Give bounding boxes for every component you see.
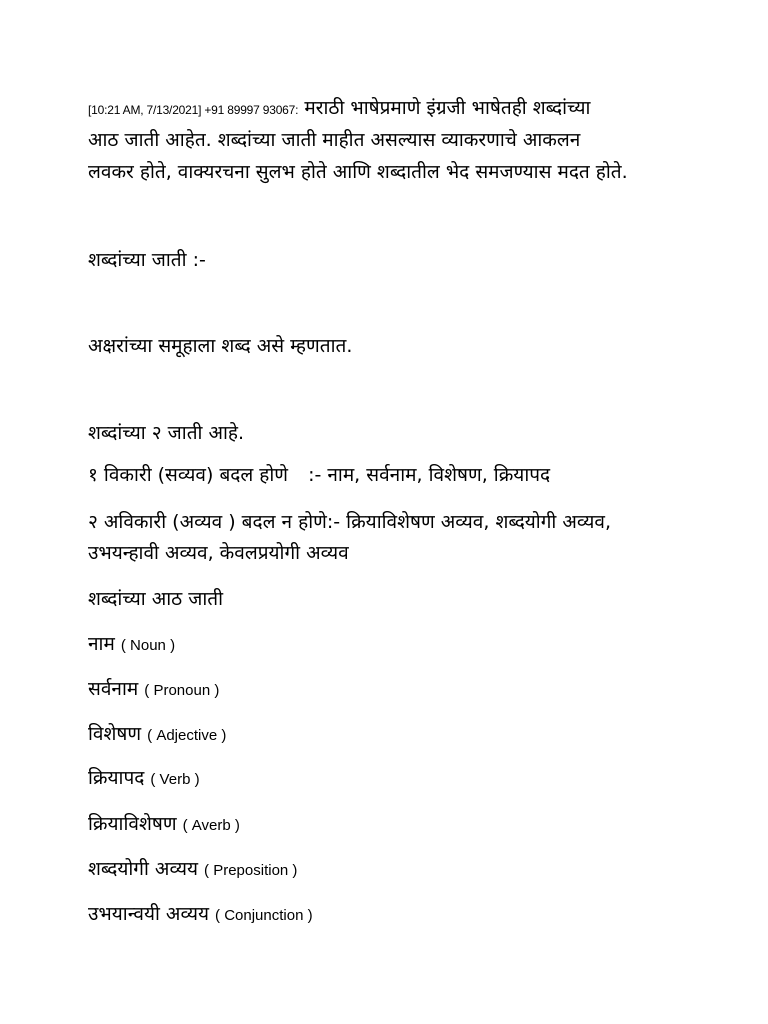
list-item: [88, 630, 175, 660]
list-item-english: ( Preposition ): [204, 862, 298, 879]
vikari-list: :- नाम, सर्वनाम, विशेषण, क्रियापद: [308, 464, 551, 486]
list-item-marathi: नाम: [88, 633, 115, 655]
list-item-english: ( Verb ): [150, 771, 200, 788]
list-item: [88, 764, 200, 794]
intro-line-1: [88, 94, 590, 124]
list-item-english: ( Averb ): [182, 817, 240, 834]
list-item-marathi: सर्वनाम: [88, 678, 139, 700]
list-item-english: ( Conjunction ): [215, 907, 313, 924]
eight-types-title: शब्दांच्या आठ जाती: [88, 588, 224, 610]
list-item-marathi: शब्दयोगी अव्यय: [88, 858, 198, 880]
vikari-line: [88, 461, 550, 489]
message-timestamp: [10:21 AM, 7/13/2021] +91 89997 93067:: [88, 103, 299, 117]
avikari-line-1: २ अविकारी (अव्यव ) बदल न होणे:- क्रियाविशेषण अव्यव, शब्दयोगी अव्यव,: [88, 511, 612, 533]
list-item-english: ( Adjective ): [147, 727, 227, 744]
two-types-title: शब्दांच्या २ जाती आहे.: [88, 422, 245, 444]
avikari-line-2: उभयन्हावी अव्यव, केवलप्रयोगी अव्यव: [88, 542, 349, 564]
list-item: [88, 675, 219, 705]
intro-text-1: मराठी भाषेप्रमाणे इंग्रजी भाषेतही शब्दांच्या: [304, 97, 591, 119]
list-item: [88, 855, 297, 885]
list-item: [88, 810, 240, 840]
vikari-label: १ विकारी (सव्यव) बदल होणे: [88, 464, 289, 486]
list-item: [88, 900, 313, 930]
list-item-marathi: उभयान्वयी अव्यय: [88, 903, 209, 925]
list-item-marathi: विशेषण: [88, 723, 142, 745]
list-item-english: ( Pronoun ): [144, 682, 220, 699]
list-item-marathi: क्रियाविशेषण: [88, 813, 177, 835]
definition-text: अक्षरांच्या समूहाला शब्द असे म्हणतात.: [88, 335, 353, 357]
intro-line-2: आठ जाती आहेत. शब्दांच्या जाती माहीत असल्यास व्याकरणाचे आकलन: [88, 129, 581, 151]
list-item: [88, 720, 226, 750]
intro-line-3: लवकर होते, वाक्यरचना सुलभ होते आणि शब्दातील भेद समजण्यास मदत होते.: [88, 161, 628, 183]
list-item-marathi: क्रियापद: [88, 767, 145, 789]
list-item-english: ( Noun ): [120, 637, 176, 654]
section-heading-jati: शब्दांच्या जाती :-: [88, 249, 206, 271]
